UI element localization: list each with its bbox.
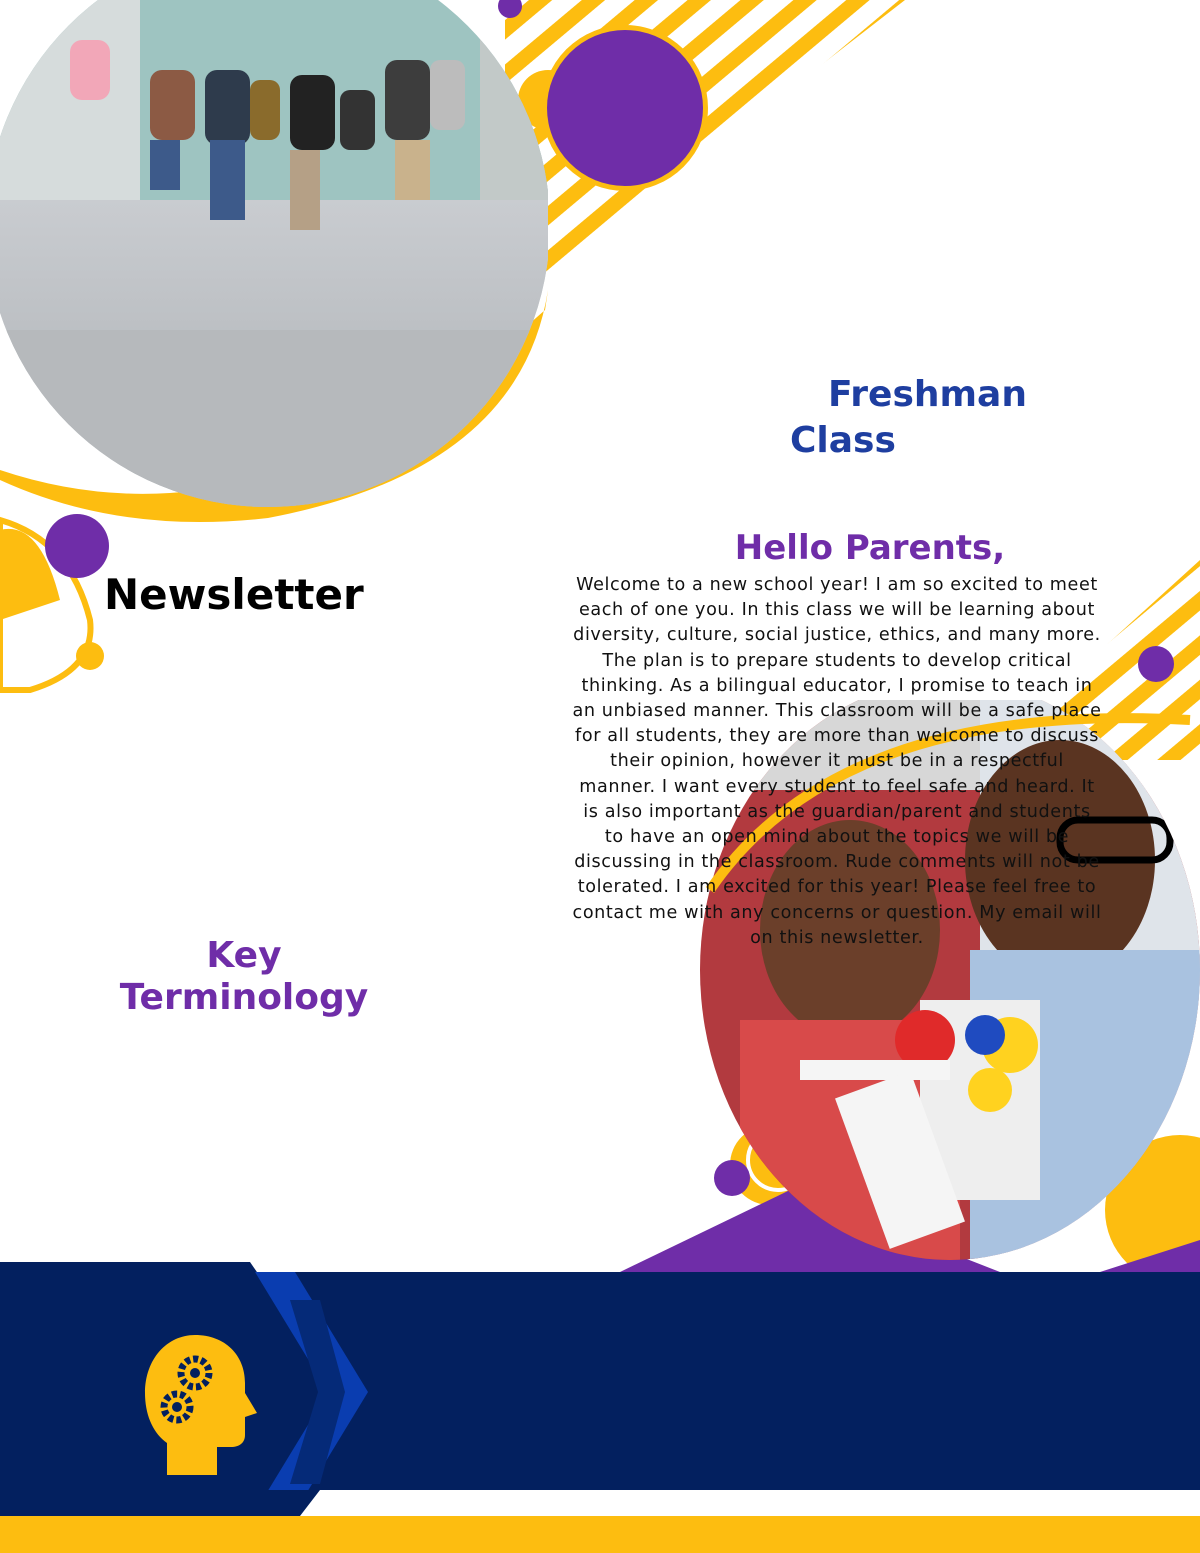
right-purple-dot [1138, 646, 1174, 682]
newsletter-label: Newsletter [104, 570, 364, 619]
footer-band [0, 1180, 1200, 1553]
students-running-photo [0, 0, 548, 530]
class-title [790, 372, 1090, 464]
left-yellow-dot [76, 642, 104, 670]
footer-yellow-line [0, 1516, 1200, 1553]
key-terminology-line1: Key [206, 935, 282, 976]
key-terminology-heading [104, 935, 384, 1019]
class-title-line2: Class [790, 420, 896, 461]
key-terminology-line2: Terminology [119, 977, 369, 1018]
top-purple-circle [547, 30, 703, 186]
letter-body: Welcome to a new school year! I am so excited to meet each of one you. In this class we will be learning about diversity, culture, social justice, ethics, and many more. The plan is to prepare students to develop critical thinking. As a bilingual educator, I promise to teach in an unbiased manner. This classroom will be a safe place for all students, they are more than welcome to discuss their opinion, however it must be in a respectful manner. I want every student to feel safe and heard. It is also important as the guardian/parent and students to have an open mind about the topics we will be discussing in the classroom. Rude comments will not be tolerated. I am excited for this year! Please feel free to contact me with any concerns or question. My email will on this newsletter. [572, 575, 1102, 948]
class-title-line1: Freshman [828, 374, 1027, 415]
letter-greeting: Hello Parents, [734, 528, 1006, 568]
footer-chevron-tail [0, 1490, 320, 1516]
